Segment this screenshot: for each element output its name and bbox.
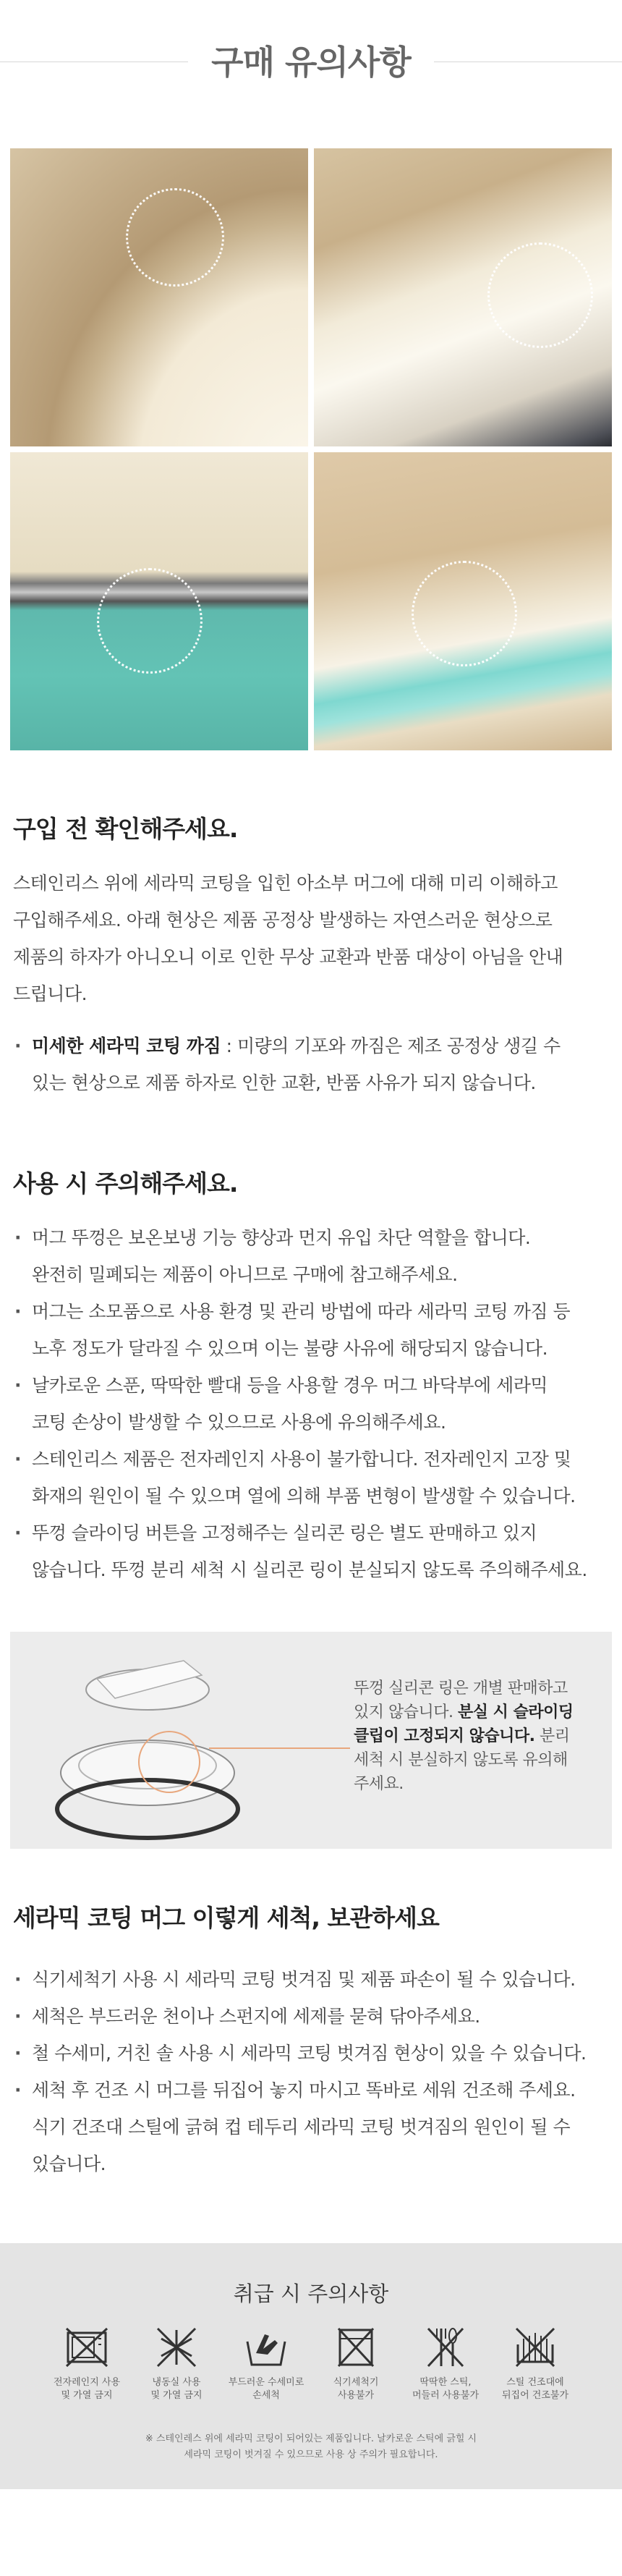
- hand-wash-icon: [243, 2324, 289, 2370]
- caption-line: 뒤집어 건조불가: [501, 2390, 569, 2401]
- photo-grid: [10, 148, 612, 753]
- lid-note-bold: 분실 시 슬라이딩: [458, 1703, 574, 1721]
- bullet-item: · 머그는 소모품으로 사용 환경 및 관리 방법에 따라 세라믹 코팅 까짐 등: [13, 1293, 609, 1330]
- bullet-item: · 날카로운 스푼, 딱딱한 빨대 등을 사용할 경우 머그 바닥부에 세라믹: [13, 1367, 609, 1404]
- usage-bullets: [13, 1219, 609, 1588]
- section-heading-cleaning: 세라믹 코팅 머그 이렇게 세척, 보관하세요: [13, 1904, 439, 1932]
- intro-line: 스테인리스 위에 세라믹 코팅을 입힌 아소부 머그에 대해 미리 이해하고: [13, 873, 558, 894]
- lid-note-bold: 클립이 고정되지 않습니다.: [354, 1727, 535, 1745]
- page-title: 구매 유의사항: [211, 43, 411, 82]
- intro-line: 제품의 하자가 아니오니 이로 인한 무상 교환과 반품 대상이 아님을 안내: [13, 946, 563, 967]
- caption-line: 냉동실 사용: [152, 2377, 201, 2388]
- caption-line: 부드러운 수세미로: [228, 2377, 304, 2388]
- bullet-text-cont: 식기 건조대 스틸에 긁혀 컵 테두리 세라믹 코팅 벗겨짐의 원인이 될 수: [32, 2117, 571, 2138]
- caption-line: 및 가열 금지: [61, 2390, 113, 2401]
- freezer-prohibited-icon: [153, 2324, 200, 2370]
- bullet-item: · 세척 후 건조 시 머그를 뒤집어 놓지 마시고 똑바로 세워 건조해 주세요.: [13, 2072, 609, 2109]
- caption-line: 머들러 사용불가: [412, 2390, 480, 2401]
- bullet-text-cont: 있는 현상으로 제품 하자로 인한 교환, 반품 사유가 되지 않습니다.: [32, 1072, 536, 1093]
- care-item: [490, 2324, 580, 2402]
- photo-coating-bubble: [10, 148, 308, 446]
- footnote-line: ※ 스테인레스 위에 세라믹 코팅이 되어있는 제품입니다. 날카로운 스틱에 긁힐 시: [145, 2433, 477, 2444]
- caption-line: 식기세척기: [333, 2377, 379, 2388]
- caption-line: 스틸 건조대에: [506, 2377, 564, 2388]
- bullet-item: · 세척은 부드러운 천이나 스펀지에 세제를 묻혀 닦아주세요.: [13, 1998, 609, 2035]
- dish-rack-prohibited-icon: [512, 2324, 558, 2370]
- caption-line: 전자레인지 사용: [53, 2377, 121, 2388]
- bullet-text-cont: 코팅 손상이 발생할 수 있으므로 사용에 유의해주세요.: [32, 1412, 446, 1433]
- care-item: [42, 2324, 132, 2402]
- lid-note-line: [354, 1700, 585, 1724]
- microwave-prohibited-icon: [64, 2324, 110, 2370]
- bullet-item: [13, 1028, 609, 1064]
- care-caption: [132, 2376, 221, 2402]
- utensils-prohibited-icon: [422, 2324, 469, 2370]
- bullet-text-cont: 노후 정도가 달라질 수 있으며 이는 불량 사유에 해당되지 않습니다.: [32, 1338, 548, 1359]
- bullet-text-cont: 화재의 원인이 될 수 있으며 열에 의해 부품 변형이 발생할 수 있습니다.: [32, 1486, 576, 1507]
- bullet-text-cont: 완전히 밀폐되는 제품이 아니므로 구매에 참고해주세요.: [32, 1264, 458, 1285]
- caption-line: 손세척: [252, 2390, 280, 2401]
- photo-rim-detail: [314, 148, 612, 446]
- lid-note-line: 세척 시 분실하지 않도록 유의해: [354, 1751, 568, 1769]
- highlight-circle: [412, 561, 517, 666]
- dishwasher-prohibited-icon: [333, 2324, 379, 2370]
- bullet-item: · 뚜껑 슬라이딩 버튼을 고정해주는 실리콘 링은 별도 판매하고 있지: [13, 1514, 609, 1551]
- bullet-item: · 머그 뚜껑은 보온보냉 기능 향상과 먼지 유입 차단 역할을 합니다.: [13, 1219, 609, 1256]
- highlight-circle: [487, 242, 593, 348]
- care-item: [311, 2324, 401, 2402]
- bullet-bold-label: 미세한 세라믹 코팅 까짐: [32, 1035, 221, 1056]
- bullet-item: · 식기세척기 사용 시 세라믹 코팅 벗겨짐 및 제품 파손이 될 수 있습니다.: [13, 1961, 609, 1998]
- lid-note-line: 뚜껑 실리콘 링은 개별 판매하고: [354, 1679, 568, 1698]
- lid-note-plain: 분리: [534, 1727, 570, 1745]
- care-caption: [221, 2376, 311, 2402]
- coating-bullet: [13, 1028, 609, 1101]
- lid-illustration: [54, 1646, 270, 1842]
- caption-line: 및 가열 금지: [150, 2390, 203, 2401]
- cleaning-bullets: [13, 1961, 609, 2182]
- care-item: [221, 2324, 311, 2402]
- care-item: [132, 2324, 221, 2402]
- intro-line: 구입해주세요. 아래 현상은 제품 공정상 발생하는 자연스러운 현상으로: [13, 910, 553, 931]
- lid-note-line: [354, 1724, 585, 1748]
- care-item: [401, 2324, 490, 2402]
- lid-notice-box: [10, 1632, 612, 1849]
- bullet-text-cont: 있습니다.: [32, 2153, 106, 2174]
- callout-line: [209, 1747, 350, 1749]
- bullet-item: · 철 수세미, 거친 솔 사용 시 세라믹 코팅 벗겨짐 현상이 있을 수 있습니다.: [13, 2035, 609, 2072]
- photo-mug-edge: [314, 452, 612, 750]
- bullet-item: · 스테인리스 제품은 전자레인지 사용이 불가합니다. 전자레인지 고장 및: [13, 1441, 609, 1478]
- section-intro: [13, 865, 609, 1012]
- section-heading-usage: 사용 시 주의해주세요.: [13, 1169, 238, 1198]
- highlight-circle: [126, 188, 224, 287]
- care-caption: [490, 2376, 580, 2402]
- care-footnote: [58, 2431, 564, 2463]
- care-instructions-box: [0, 2243, 622, 2489]
- caption-line: 딱딱한 스틱,: [419, 2377, 472, 2388]
- care-caption: [401, 2376, 490, 2402]
- highlight-circle: [97, 568, 203, 674]
- bullet-text-cont: 않습니다. 뚜껑 분리 세척 시 실리콘 링이 분실되지 않도록 주의해주세요.: [32, 1559, 587, 1580]
- title-bar: [0, 29, 622, 94]
- lid-notice-text: [354, 1677, 585, 1796]
- care-icon-row: [42, 2324, 580, 2425]
- bullet-text: : 미량의 기포와 까짐은 제조 공정상 생길 수: [221, 1035, 561, 1056]
- care-caption: [311, 2376, 401, 2402]
- caption-line: 사용불가: [337, 2390, 375, 2401]
- footnote-line: 세라믹 코팅이 벗겨질 수 있으므로 사용 상 주의가 필요합니다.: [184, 2449, 438, 2460]
- lid-note-line: 주세요.: [354, 1775, 404, 1793]
- care-caption: [42, 2376, 132, 2402]
- lid-note-plain: 있지 않습니다.: [354, 1703, 458, 1721]
- photo-mug-band: [10, 452, 308, 750]
- section-heading-before-purchase: 구입 전 확인해주세요.: [13, 815, 238, 843]
- care-title: 취급 시 주의사항: [233, 2281, 389, 2306]
- intro-line: 드립니다.: [13, 983, 88, 1004]
